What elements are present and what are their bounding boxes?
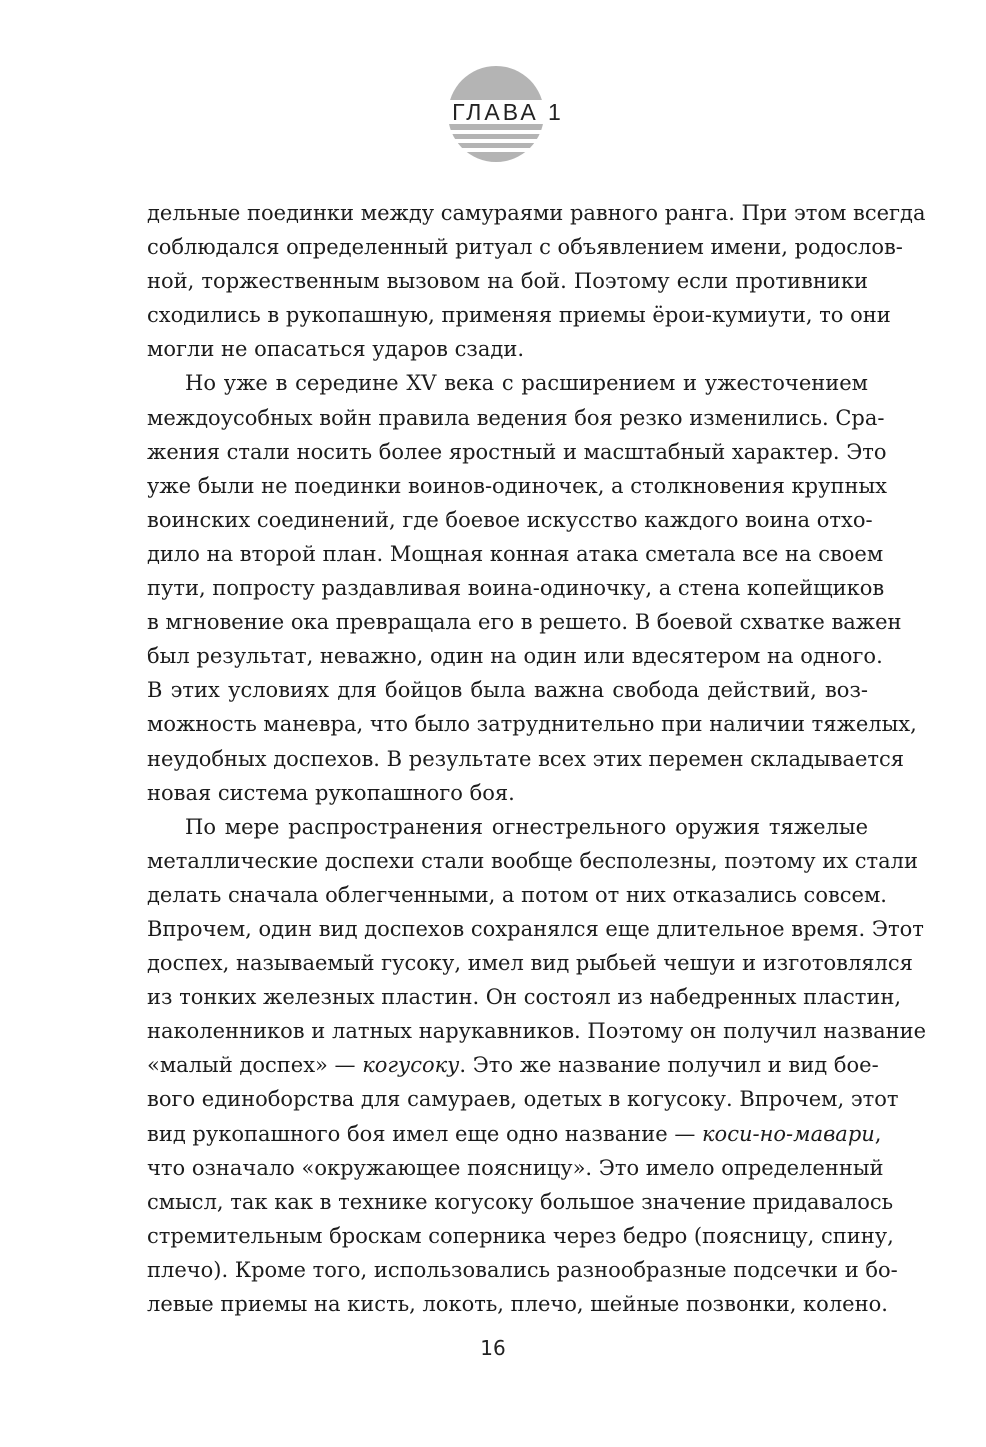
text-fragment: вид рукопашного боя имел еще одно название — [147,1121,703,1146]
text-line: металлические доспехи стали вообще бесполезны, поэтому их стали [147,848,918,873]
text-line: левые приемы на кисть, локоть, плечо, шейные позвонки, колено. [147,1292,888,1316]
text-line: неудобных доспехов. В результате всех этих перемен складывается [147,746,905,771]
text-fragment: . Это же название получил и вид боe- [459,1053,879,1078]
text-line: воинских соединений, где боевое искусство каждого воина отхо- [147,507,873,532]
text-line: можность маневра, что было затруднительно при наличии тяжелых, [147,712,917,737]
term-kogusoku: когусоку [362,1053,460,1078]
text-line: ной, торжественным вызовом на бой. Поэтому если противники [147,269,868,294]
text-line: Но уже в середине XV века с расширением и ужесточением [185,371,868,396]
text-line: уже были не поединки воинов-одиночек, а столкновения крупных [147,473,888,498]
text-line: в мгновение ока превращала его в решето. В боевой схватке важен [147,610,902,635]
chapter-label: ГЛАВА 1 [452,99,564,125]
text-line: плечо). Кроме того, использовались разнообразные подсечки и бо- [147,1257,898,1282]
chapter-header [448,66,568,162]
text-line: Впрочем, один вид доспехов сохранялся еще длительное время. Этот [147,916,924,941]
text-line: дило на второй план. Мощная конная атака сметала все на своем [147,541,884,566]
text-fragment: , [874,1121,882,1146]
text-line: доспех, называемый гусоку, имел вид рыбьей чешуи и изготовлялся [147,951,913,976]
text-line: смысл, так как в технике когусоку большое значение придавалось [147,1189,894,1214]
text-line: сходились в рукопашную, применяя приемы ёрои-кумиути, то они [147,303,891,328]
text-line: могли не опасаться ударов сзади. [147,337,524,362]
text-line: был результат, неважно, один на один или вдесятером на одного. [147,644,883,669]
text-line: новая система рукопашного боя. [147,780,515,805]
text-line: делать сначала облегченными, а потом от них отказались совсем. [147,882,887,907]
text-line: В этих условиях для бойцов была важна свобода действий, воз- [147,678,868,703]
text-line [147,1048,879,1082]
text-line: что означало «окружающее поясницу». Это имело определенный [147,1155,884,1180]
page-number: 16 [480,1336,506,1360]
text-line: пути, попросту раздавливая воина-одиночку, а стена копейщиков [147,576,885,601]
text-line: междоусобных войн правила ведения боя резко изменились. Сра- [147,405,885,430]
term-koshi-no-mawari: коси-но-мавари [702,1121,875,1146]
text-line: стремительным броскам соперника через бедро (поясницу, спину, [147,1223,894,1248]
text-line: По мере распространения огнестрельного оружия тяжелые [185,814,868,839]
text-line: дельные поединки между самураями равного ранга. При этом всегда [147,201,926,225]
text-fragment: «малый доспех» — [147,1053,363,1078]
text-line: наколенников и латных нарукавников. Поэтому он получил название [147,1019,927,1044]
text-line: из тонких железных пластин. Он состоял из набедренных пластин, [147,985,902,1010]
body-text [147,196,927,1321]
text-line: вого единоборства для самураев, одетых в когусоку. Впрочем, этот [147,1087,899,1112]
text-line [147,1117,882,1151]
text-line: жения стали носить более яростный и масштабный характер. Это [147,439,887,464]
text-line: соблюдался определенный ритуал с объявлением имени, родослов- [147,235,903,260]
